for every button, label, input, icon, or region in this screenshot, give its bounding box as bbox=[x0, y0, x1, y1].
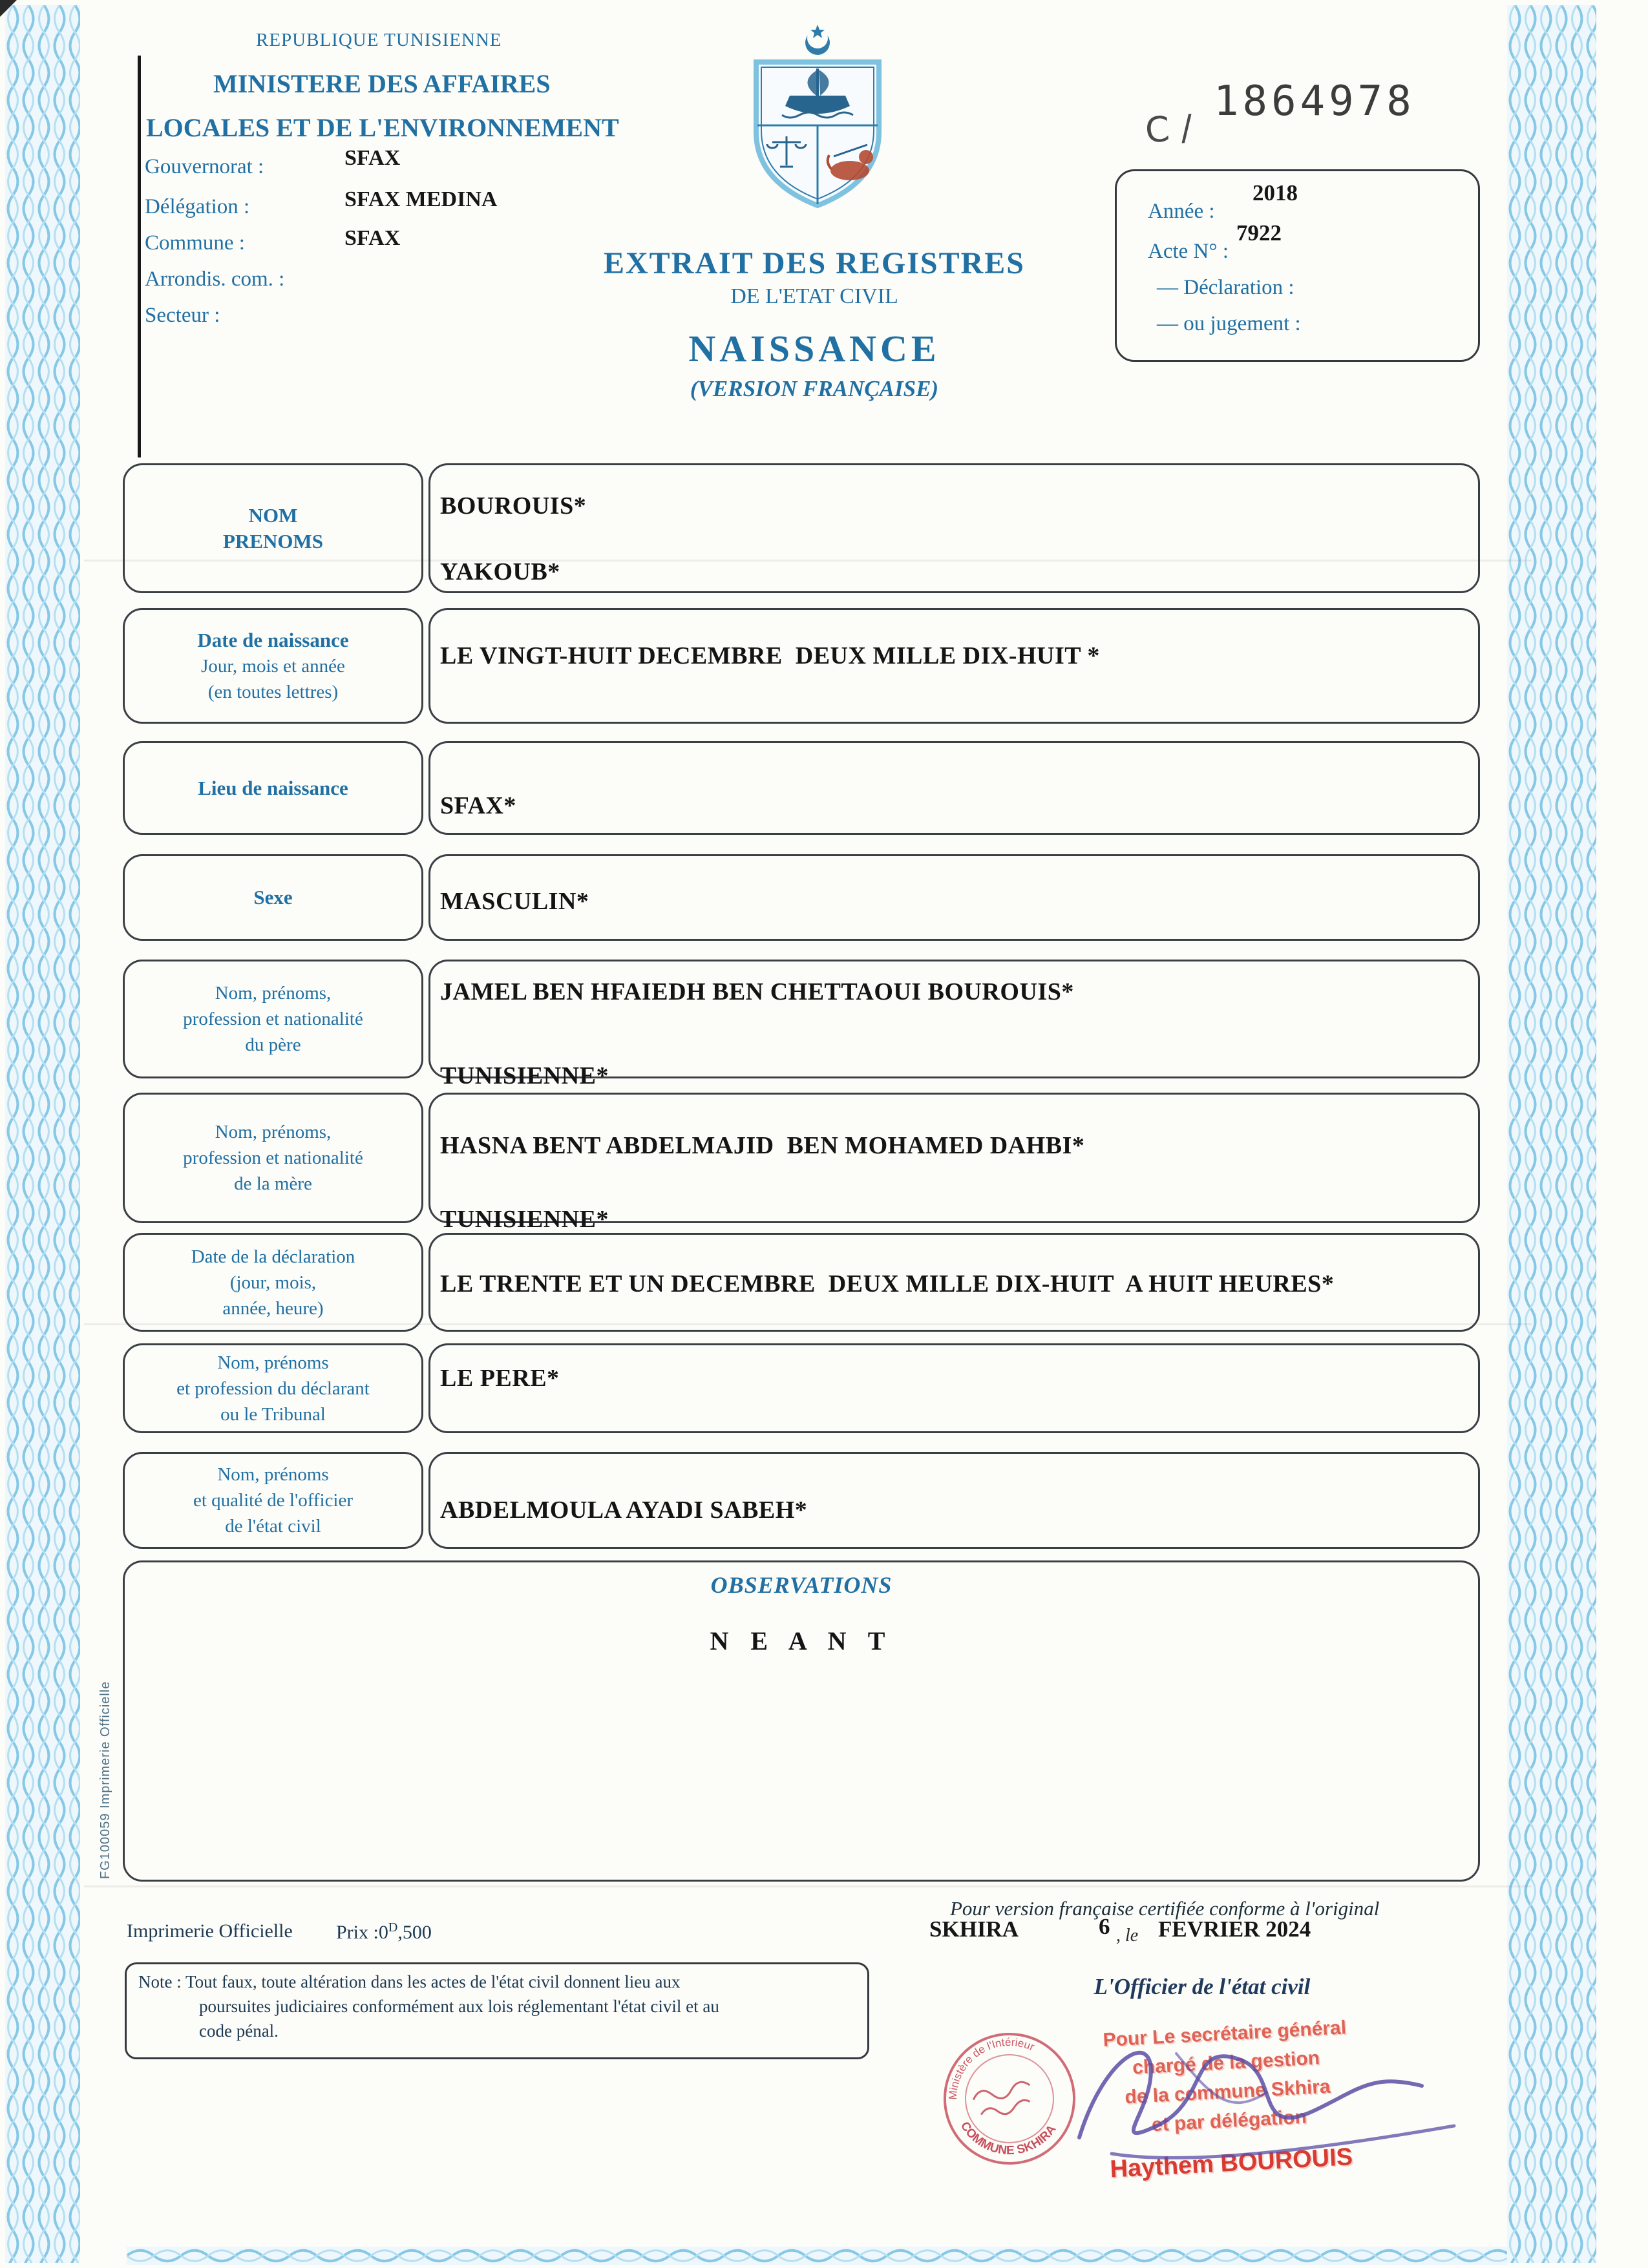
row-label-line: Nom, prénoms bbox=[217, 1352, 329, 1373]
nom-value: BOUROUIS* bbox=[440, 492, 587, 520]
pere-name-value: JAMEL BEN HFAIEDH BEN CHETTAOUI BOUROUIS* bbox=[440, 978, 1074, 1005]
tunisia-coat-of-arms bbox=[737, 23, 898, 209]
ministry-line2: LOCALES ET DE L'ENVIRONNEMENT bbox=[146, 113, 619, 142]
row-label-line: (en toutes lettres) bbox=[207, 681, 339, 702]
prix-label bbox=[336, 1920, 432, 1944]
row-label-line: et profession du déclarant bbox=[176, 1378, 370, 1399]
note-line3: code pénal. bbox=[199, 2021, 279, 2041]
stamp-line: Pour Le secrétaire général bbox=[1102, 2017, 1347, 2051]
row-label-line: année, heure) bbox=[222, 1297, 324, 1319]
delegation-label: Délégation : bbox=[145, 195, 250, 218]
note-line2: poursuites judiciaires conformément aux lois réglementant l'état civil et au bbox=[199, 1997, 719, 2016]
label-box-officier bbox=[123, 1452, 423, 1549]
label-box-pere bbox=[123, 960, 423, 1078]
observations-title: OBSERVATIONS bbox=[710, 1572, 893, 1598]
jugement-label: — ou jugement : bbox=[1157, 312, 1301, 335]
prix-superscript: D bbox=[388, 1920, 398, 1935]
ministry-line1: MINISTERE DES AFFAIRES bbox=[213, 69, 551, 98]
seal-top-text: Ministère de l'Intérieur bbox=[946, 2035, 1037, 2101]
label-box-mere bbox=[123, 1093, 423, 1223]
label-box-declarant bbox=[123, 1343, 423, 1433]
label-box-date-naissance bbox=[123, 608, 423, 724]
officier-value: ABDELMOULA AYADI SABEH* bbox=[440, 1496, 808, 1524]
title-extrait: EXTRAIT DES REGISTRES bbox=[603, 246, 1025, 280]
stamp-line: et par délégation bbox=[1151, 2106, 1307, 2136]
gouvernorat-value: SFAX bbox=[344, 146, 401, 170]
observations-box bbox=[123, 1560, 1480, 1882]
left-guilloche-border bbox=[5, 5, 80, 2263]
title-naissance: NAISSANCE bbox=[688, 328, 940, 370]
republic-title: REPUBLIQUE TUNISIENNE bbox=[256, 30, 502, 50]
arrondissement-label: Arrondis. com. : bbox=[145, 268, 285, 291]
row-label-line: Nom, prénoms bbox=[217, 1464, 329, 1485]
stamp-signatory-name: Haythem BOUROUIS bbox=[1109, 2143, 1354, 2183]
acte-number-value: 7922 bbox=[1236, 220, 1282, 246]
scan-corner-mark bbox=[0, 0, 17, 17]
value-box-pere bbox=[428, 960, 1480, 1089]
row-label-line: Nom, prénoms, bbox=[215, 983, 332, 1003]
value-box-nom-prenoms bbox=[428, 463, 1480, 593]
row-label-line: de l'état civil bbox=[225, 1516, 321, 1537]
imprimerie-label: Imprimerie Officielle bbox=[127, 1920, 293, 1942]
note-line1: Note : Tout faux, toute altération dans les actes de l'état civil donnent lieu aux bbox=[138, 1972, 681, 1991]
mere-nationality-value: TUNISIENNE* bbox=[440, 1206, 609, 1233]
delegation-value: SFAX MEDINA bbox=[344, 187, 498, 211]
declarant-value: LE PERE* bbox=[440, 1365, 560, 1392]
label-box-sexe bbox=[123, 854, 423, 941]
right-guilloche-border bbox=[1507, 5, 1596, 2263]
value-box-date-naissance bbox=[428, 608, 1480, 724]
stamp-line: de la commune Skhira bbox=[1124, 2075, 1331, 2108]
handwritten-signature bbox=[1060, 2015, 1474, 2176]
row-label-line: et qualité de l'officier bbox=[193, 1490, 354, 1511]
value-box-officier bbox=[428, 1452, 1480, 1549]
date-declaration-value: LE TRENTE ET UN DECEMBRE DEUX MILLE DIX-HUIT A HUIT HEURES* bbox=[440, 1270, 1335, 1297]
annee-value: 2018 bbox=[1252, 180, 1298, 205]
date-value: FEVRIER 2024 bbox=[1158, 1916, 1311, 1942]
label-box-date-declaration bbox=[123, 1233, 423, 1332]
seal-bottom-text: COMMUNE SKHIRA bbox=[957, 2119, 1059, 2158]
crescent-star-icon bbox=[805, 25, 830, 55]
print-code-vertical: FG100059 Imprimerie Officielle bbox=[98, 1681, 112, 1879]
value-box-lieu-naissance bbox=[428, 741, 1480, 835]
seal-center-script bbox=[972, 2081, 1035, 2120]
certified-conform-line: Pour version française certifiée conforme à l'original bbox=[950, 1897, 1380, 1920]
row-label-line: PRENOMS bbox=[223, 529, 323, 552]
stamp-line: chargé de la gestion bbox=[1132, 2047, 1320, 2079]
row-label-line: Sexe bbox=[253, 886, 293, 908]
row-label-line: de la mère bbox=[234, 1173, 312, 1194]
row-label-line: NOM bbox=[248, 503, 298, 527]
value-box-mere bbox=[428, 1093, 1480, 1233]
commune-value: SFAX bbox=[344, 226, 401, 250]
row-label-line: ou le Tribunal bbox=[220, 1403, 326, 1425]
serial-prefix: C / bbox=[1143, 107, 1194, 151]
declaration-label: — Déclaration : bbox=[1157, 276, 1294, 299]
row-label-line: Nom, prénoms, bbox=[215, 1122, 332, 1142]
row-label-line: (jour, mois, bbox=[229, 1272, 317, 1293]
gouvernorat-label: Gouvernorat : bbox=[145, 155, 264, 178]
row-label-line: Jour, mois et année bbox=[201, 655, 345, 677]
acte-number-label: Acte N° : bbox=[1148, 240, 1229, 263]
row-label-line: Lieu de naissance bbox=[198, 776, 348, 799]
sexe-value: MASCULIN* bbox=[440, 888, 589, 915]
pere-nationality-value: TUNISIENNE* bbox=[440, 1062, 609, 1089]
title-etat-civil: DE L'ETAT CIVIL bbox=[730, 284, 898, 308]
annee-label: Année : bbox=[1148, 200, 1215, 223]
value-box-declarant bbox=[428, 1343, 1480, 1433]
row-label-line: Date de naissance bbox=[197, 628, 349, 651]
place-value: SKHIRA bbox=[929, 1916, 1019, 1942]
date-naissance-value: LE VINGT-HUIT DECEMBRE DEUX MILLE DIX-HUIT * bbox=[440, 642, 1100, 669]
value-box-date-declaration bbox=[428, 1233, 1480, 1332]
commune-label: Commune : bbox=[145, 231, 245, 255]
day-value: 6 bbox=[1099, 1914, 1110, 1939]
legal-note-box bbox=[125, 1962, 869, 2059]
secteur-label: Secteur : bbox=[145, 304, 220, 327]
row-label-line: profession et nationalité bbox=[183, 1148, 363, 1168]
prenoms-value: YAKOUB* bbox=[440, 558, 560, 585]
bottom-guilloche-border bbox=[127, 2247, 1507, 2265]
title-version: (VERSION FRANÇAISE) bbox=[690, 376, 939, 401]
mere-name-value: HASNA BENT ABDELMAJID BEN MOHAMED DAHBI* bbox=[440, 1132, 1085, 1159]
observations-value: N E A N T bbox=[710, 1626, 893, 1655]
label-box-nom-prenoms bbox=[123, 463, 423, 593]
le-preprint: , le bbox=[1116, 1926, 1139, 1946]
officer-signature-title: L'Officier de l'état civil bbox=[1093, 1974, 1311, 1999]
prix-part2: ,500 bbox=[397, 1922, 432, 1943]
prix-part1: Prix :0 bbox=[336, 1922, 388, 1943]
value-box-sexe bbox=[428, 854, 1480, 941]
lieu-naissance-value: SFAX* bbox=[440, 792, 516, 819]
row-label-line: profession et nationalité bbox=[183, 1009, 363, 1029]
header-vertical-rule bbox=[138, 56, 141, 457]
acte-box bbox=[1115, 169, 1480, 362]
label-box-lieu-naissance bbox=[123, 741, 423, 835]
row-label-line: Date de la déclaration bbox=[191, 1246, 355, 1267]
row-label-line: du père bbox=[245, 1034, 301, 1055]
fold-line bbox=[84, 1885, 1532, 1887]
serial-number: 1864978 bbox=[1214, 78, 1415, 125]
